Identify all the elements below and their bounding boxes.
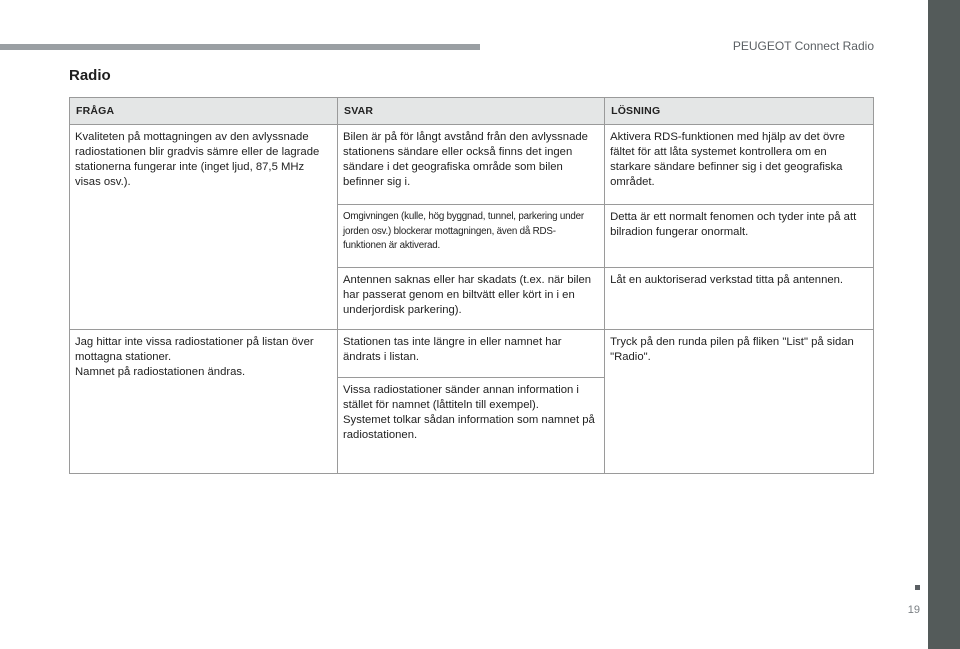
answer-cell: Omgivningen (kulle, hög byggnad, tunnel, parkering under jorden osv.) blockerar mottagningen, även då RDS-funktionen är aktiverad.: [338, 205, 605, 268]
header-title: PEUGEOT Connect Radio: [732, 39, 874, 53]
question-cell: Kvaliteten på mottagningen av den avlyssnade radiostationen blir gradvis sämre eller de lagrade stationerna fungerar inte (inget ljud, 87,5 MHz visas osv.).: [70, 125, 338, 330]
solution-cell: Detta är ett normalt fenomen och tyder inte på att bilradion fungerar onormalt.: [605, 205, 874, 268]
solution-cell: Låt en auktoriserad verkstad titta på antennen.: [605, 268, 874, 330]
answer-cell: Stationen tas inte längre in eller namnet har ändrats i listan.: [338, 330, 605, 378]
column-header-answer: SVAR: [338, 98, 605, 125]
answer-cell: Vissa radiostationer sänder annan information i stället för namnet (låttiteln till exempel). Systemet tolkar sådan information som namnet på radiostationen.: [338, 378, 605, 474]
table-header-row: [70, 98, 874, 125]
answer-cell: Antennen saknas eller har skadats (t.ex. när bilen har passerat genom en biltvätt eller kört in i en underjordisk parkering).: [338, 268, 605, 330]
column-header-question: FRÅGA: [70, 98, 338, 125]
solution-cell: Aktivera RDS-funktionen med hjälp av det övre fältet för att låta systemet kontrollera om en starkare sändare befinner sig i det geografiska området.: [605, 125, 874, 205]
question-cell: Jag hittar inte vissa radiostationer på listan över mottagna stationer. Namnet på radiostationen ändras.: [70, 330, 338, 474]
table-row: [70, 330, 874, 378]
table-row: [70, 125, 874, 205]
column-header-solution: LÖSNING: [605, 98, 874, 125]
faq-table: [69, 97, 874, 474]
header-bar: [0, 44, 480, 50]
page-number: 19: [907, 604, 920, 616]
answer-cell: Bilen är på för långt avstånd från den avlyssnade stationens sändare eller också finns det ingen sändare i det geografiska område som bilen befinner sig i.: [338, 125, 605, 205]
solution-cell: Tryck på den runda pilen på fliken "List" på sidan "Radio".: [605, 330, 874, 474]
side-strip: [928, 0, 960, 649]
section-title: Radio: [69, 67, 111, 84]
page-marker-icon: [915, 585, 920, 590]
